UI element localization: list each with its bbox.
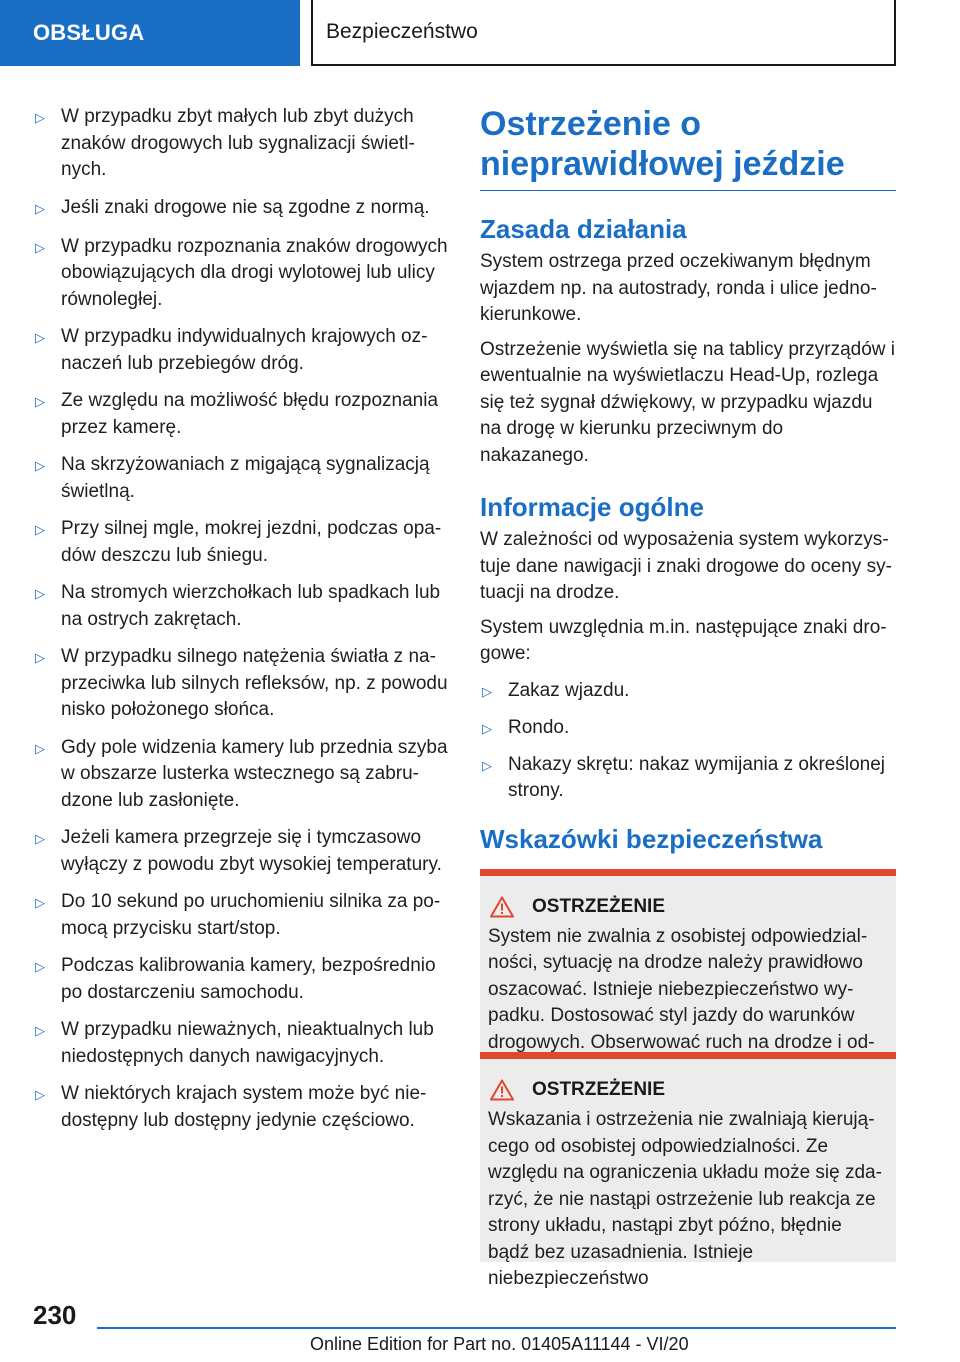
list-item bbox=[33, 234, 453, 314]
list-item-text: Rondo. bbox=[508, 716, 570, 738]
triangle-bullet-icon: ▷ bbox=[35, 394, 45, 409]
section-heading: Wskazówki bezpieczeństwa bbox=[480, 823, 823, 854]
list-item-text: Jeśli znaki drogowe nie są zgodne z normą. bbox=[61, 196, 430, 218]
triangle-bullet-icon: ▷ bbox=[35, 650, 45, 665]
list-item-text: W niektórych krajach system może być niedostępny lub dostępny jedynie częściowo. bbox=[61, 1083, 427, 1131]
triangle-bullet-icon: ▷ bbox=[482, 757, 492, 773]
triangle-bullet-icon: ▷ bbox=[35, 239, 45, 255]
list-item-text: W przypadku silnego natężenia światła z naprzeciwka lub silnych refleksów, np. z powodu nisko położonego słońca. bbox=[61, 646, 448, 720]
footer-divider bbox=[97, 1327, 896, 1329]
section-tab: OBSŁUGA bbox=[0, 0, 300, 66]
list-item-text: W przypadku zbyt małych lub zbyt dużych znaków drogowych lub sygnalizacji świetlnych. bbox=[61, 106, 415, 180]
triangle-bullet-icon: ▷ bbox=[35, 200, 45, 216]
list-item-text: Na stromych wierzchołkach lub spadkach lub na ostrych zakrętach. bbox=[61, 582, 441, 630]
list-item bbox=[33, 825, 453, 878]
paragraph: System uwzględnia m.in. następujące znaki drogowe: bbox=[480, 616, 887, 664]
list-item bbox=[33, 889, 453, 942]
list-item-text: Do 10 sekund po uruchomieniu silnika za pomocą przycisku start/stop. bbox=[61, 891, 441, 939]
right-column bbox=[480, 104, 896, 1103]
list-item bbox=[33, 452, 453, 505]
list-item bbox=[480, 715, 896, 743]
paragraph: W zależności od wyposażenia system wykorzystuje dane nawigacji i znaki drogowe do oceny sytuacji na drodze. bbox=[480, 529, 892, 603]
list-item-text: Na skrzyżowaniach z migającą sygnalizacją świetlną. bbox=[61, 454, 430, 502]
list-item bbox=[33, 104, 453, 184]
list-item bbox=[480, 752, 896, 805]
warning-text: System nie zwalnia z osobistej odpowiedzialności, sytuację na drodze należy prawidłowo oszacować. Istnieje niebezpieczeństwo wypadku. Dostosować styl jazdy do warunków drogowych. Obserwować ruch na drodze i od bbox=[488, 925, 875, 1053]
list-item-text: Gdy pole widzenia kamery lub przednia szyba w obszarze lusterka wstecznego są zabrudzone lub zasłonięte. bbox=[61, 736, 448, 811]
triangle-bullet-icon: ▷ bbox=[35, 586, 45, 601]
triangle-bullet-icon: ▷ bbox=[35, 110, 45, 125]
list-item bbox=[33, 1017, 453, 1070]
triangle-bullet-icon: ▷ bbox=[35, 458, 45, 473]
list-item bbox=[33, 388, 453, 441]
triangle-bullet-icon: ▷ bbox=[35, 1023, 45, 1038]
list-item-text: Przy silnej mgle, mokrej jezdni, podczas opadów deszczu lub śniegu. bbox=[61, 518, 442, 566]
list-item bbox=[33, 953, 453, 1006]
list-item-text: Podczas kalibrowania kamery, bezpośrednio po dostarczeniu samochodu. bbox=[61, 955, 436, 1003]
list-item-text: W przypadku indywidualnych krajowych oznaczeń lub przebiegów dróg. bbox=[61, 326, 428, 374]
list-item-text: Nakazy skrętu: nakaz wymijania z określonej strony. bbox=[508, 753, 885, 801]
list-item bbox=[33, 516, 453, 569]
paragraph: Ostrzeżenie wyświetla się na tablicy przyrządów i ewentualnie na wyświetlaczu Head-Up, rozlega się też sygnał dźwiękowy, w przypadku wjazdu na drogę w kierunku przeciwnym do nakazanego. bbox=[480, 338, 895, 466]
warning-triangle-icon bbox=[490, 1079, 514, 1101]
warning-header bbox=[488, 1079, 888, 1101]
list-item bbox=[33, 735, 453, 815]
triangle-bullet-icon: ▷ bbox=[35, 831, 45, 846]
triangle-bullet-icon: ▷ bbox=[482, 683, 492, 699]
list-item bbox=[33, 195, 453, 223]
triangle-bullet-icon: ▷ bbox=[35, 522, 45, 537]
warning-title: OSTRZEŻENIE bbox=[532, 895, 666, 917]
triangle-bullet-icon: ▷ bbox=[35, 959, 45, 974]
list-item bbox=[33, 1081, 453, 1134]
warning-title: OSTRZEŻENIE bbox=[532, 1079, 666, 1100]
list-item bbox=[480, 678, 896, 706]
triangle-bullet-icon: ▷ bbox=[482, 720, 492, 736]
warning-box bbox=[480, 1052, 896, 1289]
page-title: Ostrzeżenie o nieprawidłowej jeździe bbox=[480, 104, 896, 191]
list-item-text: Jeżeli kamera przegrzeje się i tymczasowo wyłączy z powodu zbyt wysokiej temperatury. bbox=[61, 827, 442, 875]
section-heading: Zasada działania bbox=[480, 214, 687, 244]
triangle-bullet-icon: ▷ bbox=[35, 895, 45, 910]
list-item-text: Ze względu na możliwość błędu rozpoznania przez kamerę. bbox=[61, 390, 439, 438]
sign-list bbox=[480, 678, 896, 805]
chapter-title: Bezpieczeństwo bbox=[311, 0, 896, 66]
list-item bbox=[33, 644, 453, 724]
warning-triangle-icon bbox=[490, 896, 514, 918]
triangle-bullet-icon: ▷ bbox=[35, 740, 45, 756]
triangle-bullet-icon: ▷ bbox=[35, 330, 45, 345]
page-number: 230 bbox=[33, 1300, 77, 1330]
list-item-text: W przypadku rozpoznania znaków drogowych obowiązujących dla drogi wylotowej lub ulicy równoległej. bbox=[61, 235, 448, 310]
triangle-bullet-icon: ▷ bbox=[35, 1087, 45, 1102]
footer-edition: Online Edition for Part no. 01405A11144 - VI/20 bbox=[310, 1334, 689, 1354]
list-item-text: Zakaz wjazdu. bbox=[508, 679, 630, 701]
paragraph: System ostrzega przed oczekiwanym błędnym wjazdem np. na autostrady, ronda i ulice jednokierunkowe. bbox=[480, 251, 877, 325]
list-item-text: W przypadku nieważnych, nieaktualnych lub niedostępnych danych nawigacyjnych. bbox=[61, 1019, 434, 1067]
warning-text: Wskazania i ostrzeżenia nie zwalniają kierującego od osobistej odpowiedzialności. Ze względu na ograniczenia układu może się zdarzyć, że nie nastąpi ostrzeżenie lub reakcja ze strony układu, nastąpi zbyt późno, błędnie bądź bez uzasadnienia. Istnieje niebezpieczeństwo bbox=[488, 1109, 882, 1289]
section-heading: Informacje ogólne bbox=[480, 492, 704, 522]
list-item bbox=[33, 580, 453, 633]
warning-header bbox=[488, 896, 888, 918]
list-item bbox=[33, 324, 453, 377]
left-column bbox=[33, 104, 453, 1145]
